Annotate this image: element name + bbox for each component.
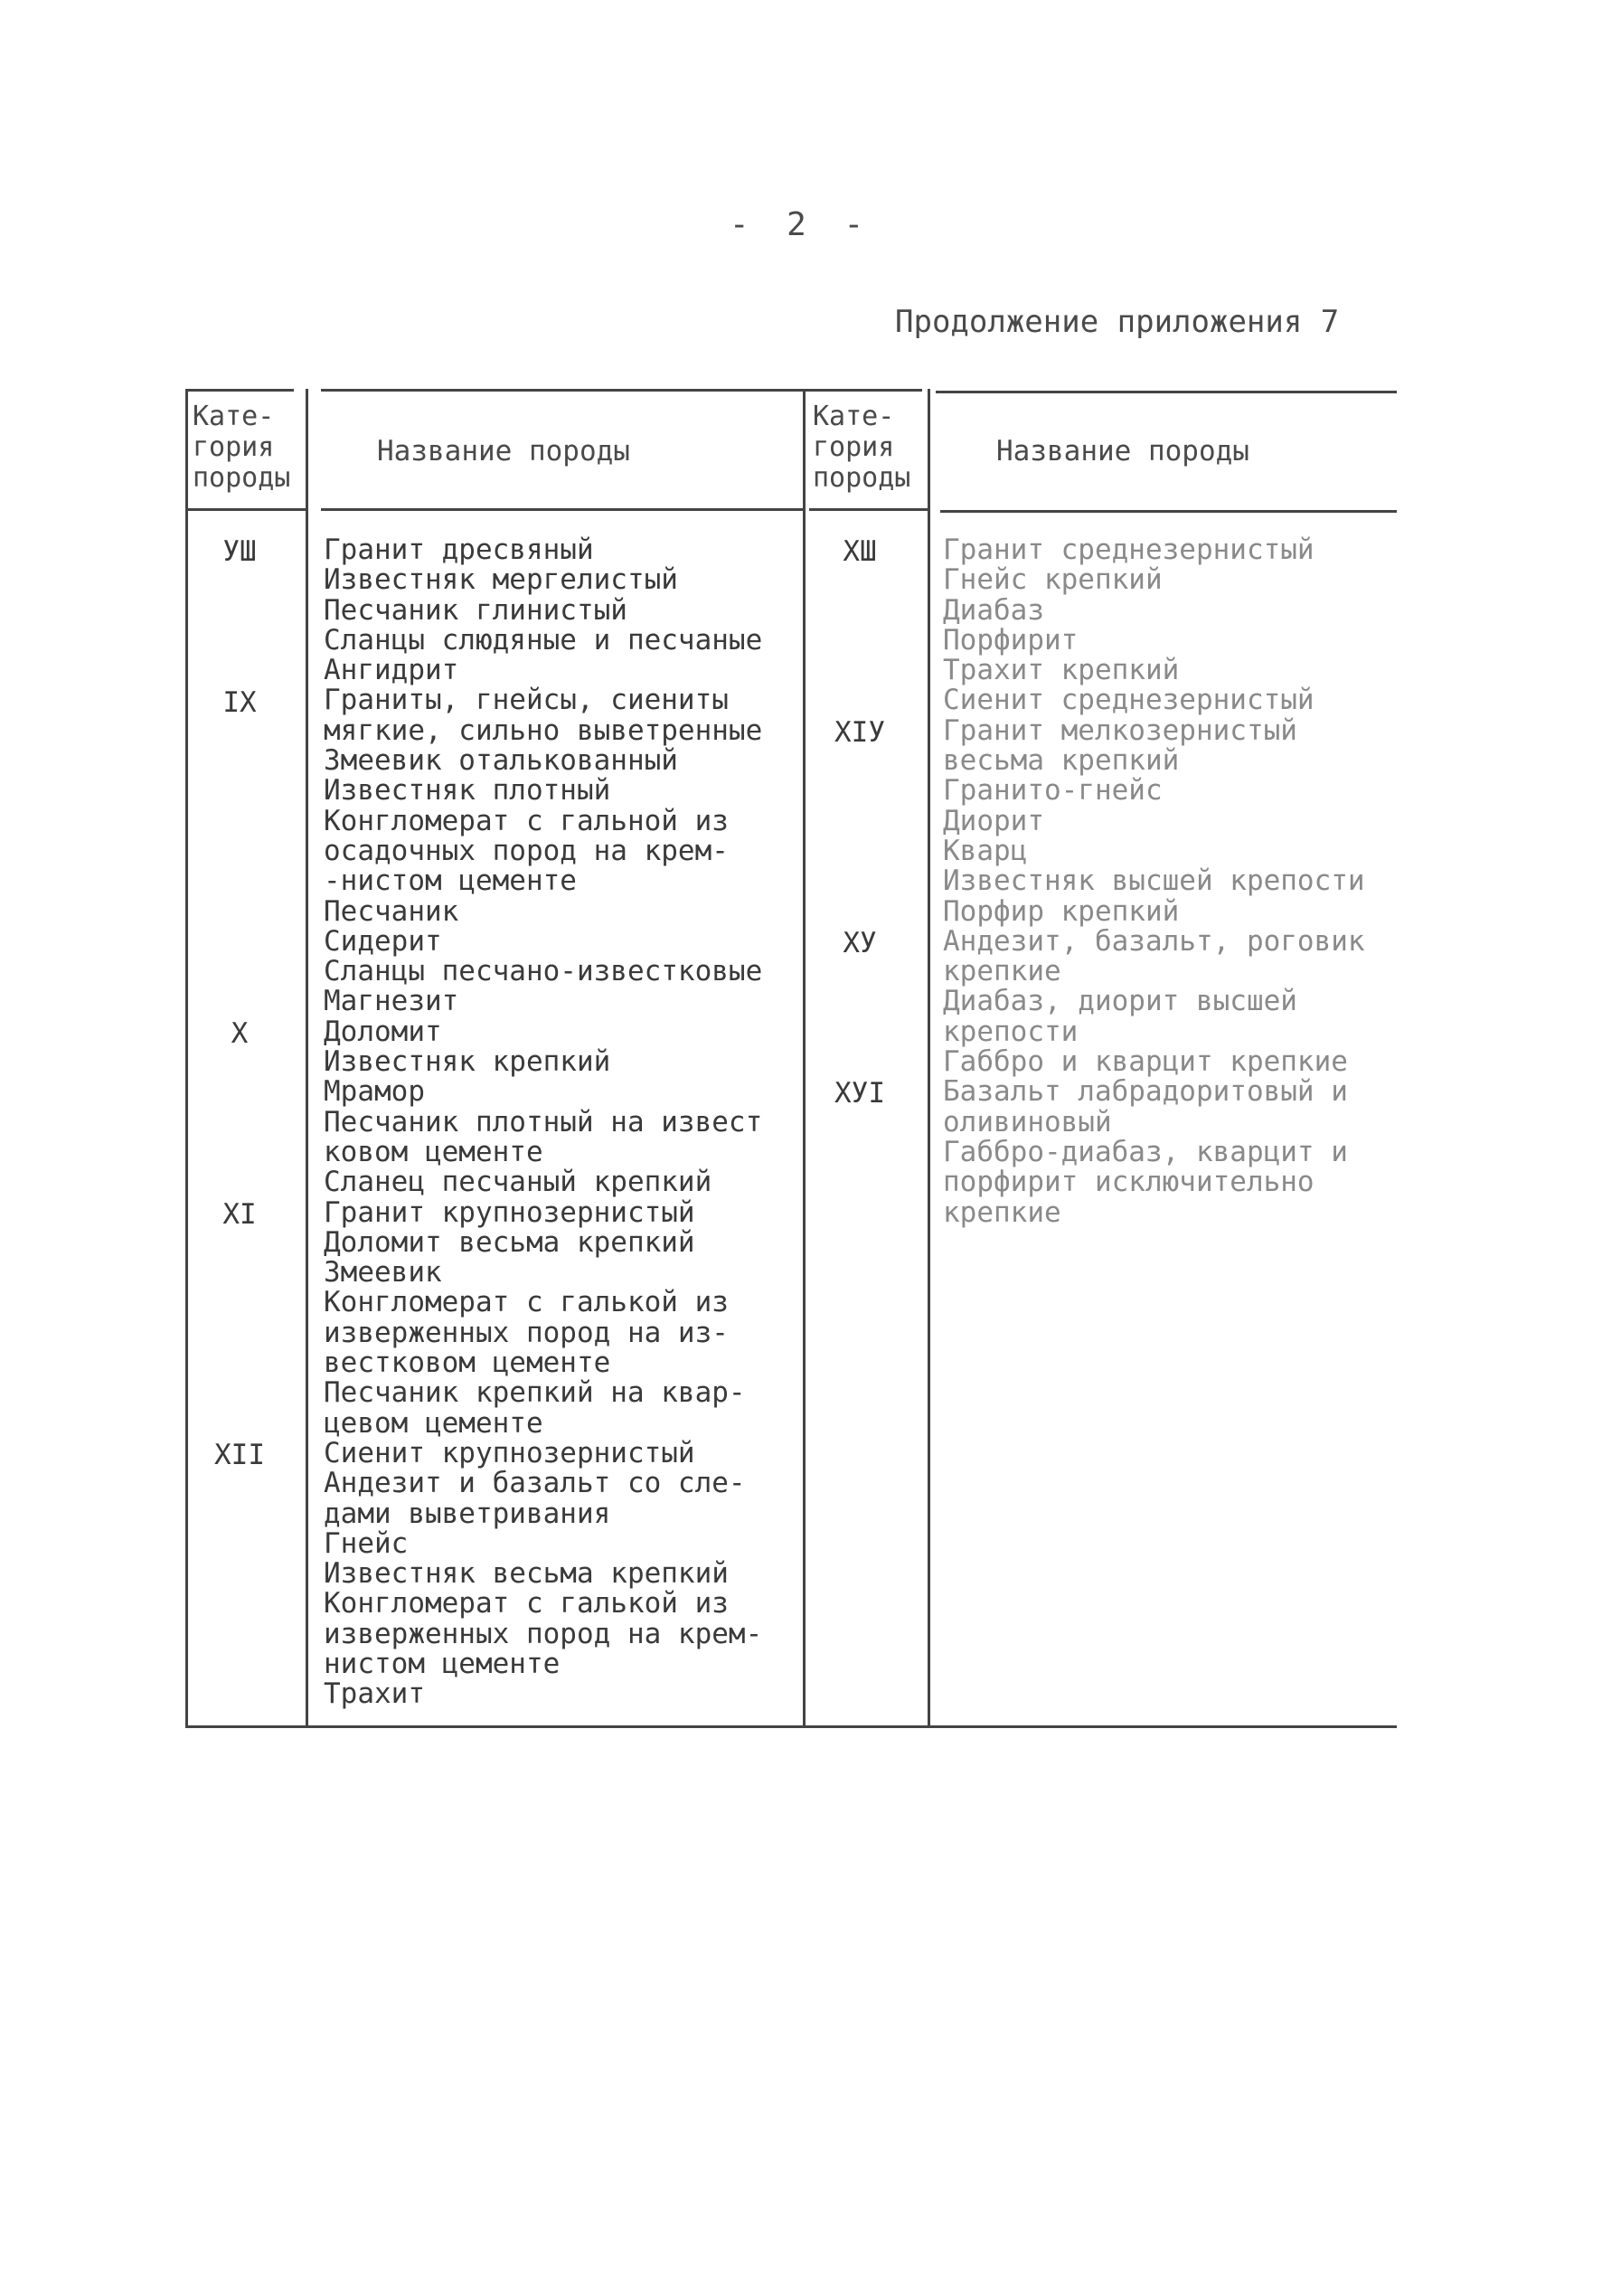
rock-name-line: крепкие <box>943 955 1061 988</box>
rock-name-line: -нистом цементе <box>324 865 577 898</box>
rock-name-line: Песчаник глинистый <box>324 593 627 627</box>
category-label: XI <box>222 1197 257 1231</box>
header-top-rule-1 <box>185 389 294 392</box>
table-bottom-rule <box>185 1725 1397 1728</box>
rock-name-line: Гранит среднезернистый <box>943 534 1315 566</box>
rock-name-line: Конгломерат с галькой из <box>324 1587 729 1620</box>
rock-name-line: Змеевик <box>324 1256 442 1290</box>
category-label: IX <box>222 685 257 719</box>
rock-name-line: нистом цементе <box>324 1647 561 1680</box>
rock-name-line: Андезит, базальт, роговик <box>943 924 1365 958</box>
header-bottom-rule-4 <box>940 510 1397 513</box>
rock-name-line: Конгломерат с галькой из <box>324 1286 729 1319</box>
rock-name-line: мягкие, сильно выветренные <box>324 713 763 747</box>
rock-name-line: крепкие <box>943 1195 1061 1229</box>
header-top-rule-4 <box>936 391 1397 393</box>
rock-name-line: цевом цементе <box>324 1406 543 1440</box>
column-divider-1 <box>306 389 308 1727</box>
rock-name-line: Базальт лабрадоритовый и <box>943 1075 1348 1109</box>
rock-name-line: Мрамор <box>324 1075 425 1109</box>
rock-name-line: изверженных пород на из- <box>324 1316 729 1349</box>
rock-name-line: порфирит исключительно <box>943 1166 1315 1199</box>
rock-name-line: Змеевик отальковaнный <box>324 744 678 778</box>
rock-name-line: Габбро и кварцит крепкие <box>943 1045 1348 1079</box>
rock-name-line: Песчаник плотный на извест <box>324 1105 763 1139</box>
right-rock-names <box>943 535 1365 1228</box>
rock-name-line: Гнейс <box>324 1526 409 1560</box>
rock-name-line: Сиенит среднезернистый <box>943 684 1315 717</box>
rock-name-line: Сланцы слюдяные и песчаные <box>324 623 763 657</box>
rock-name-line: Диабаз <box>943 593 1044 627</box>
rock-name-line: Сланцы песчано-известковые <box>324 955 763 988</box>
rock-name-line: Граниты, гнейсы, сиениты <box>324 684 729 717</box>
category-label: ХIУ <box>834 715 885 749</box>
rock-name-line: весьма крепкий <box>943 744 1180 778</box>
rock-name-line: Трахит крепкий <box>943 654 1180 687</box>
rock-name-line: вестковом цементе <box>324 1346 611 1380</box>
rock-name-line: Доломит весьма крепкий <box>324 1225 695 1259</box>
table-border-left <box>185 389 188 1727</box>
rock-name-line: осадочных пород на крем- <box>324 834 729 867</box>
rock-name-line: Кварц <box>943 834 1028 867</box>
rock-name-line: Гранито-гнейс <box>943 774 1163 808</box>
category-label: УШ <box>222 535 257 568</box>
header-name-left: Название породы <box>377 435 630 468</box>
rock-name-line: Диабаз, диорит высшей <box>943 985 1297 1018</box>
header-top-rule-2 <box>321 389 809 392</box>
header-name-right: Название породы <box>996 435 1249 468</box>
rock-name-line: Доломит <box>324 1015 442 1048</box>
header-bottom-rule-3 <box>809 508 928 511</box>
rock-name-line: Известняк плотный <box>324 774 611 808</box>
header-bottom-rule-2 <box>321 508 803 511</box>
rock-name-line: Сидерит <box>324 924 442 958</box>
category-label: ХУ <box>843 926 877 959</box>
header-category-left: Кате- гория породы <box>193 401 291 494</box>
rock-name-line: изверженных пород на крем- <box>324 1617 763 1650</box>
caption: Продолжение приложения 7 <box>895 304 1340 340</box>
rock-name-line: Песчаник <box>324 894 459 928</box>
rock-name-line: Гранит мелкозернистый <box>943 713 1297 747</box>
rock-name-line: Андезит и базальт со сле- <box>324 1467 746 1500</box>
category-label: XII <box>214 1439 265 1471</box>
category-label: ХУI <box>834 1077 885 1110</box>
rock-name-line: Сланец песчаный крепкий <box>324 1166 712 1199</box>
rock-name-line: Известняк весьма крепкий <box>324 1557 729 1591</box>
header-bottom-rule-1 <box>185 508 306 511</box>
rock-name-line: крепости <box>943 1015 1079 1048</box>
rock-name-line: Песчаник крепкий на квар- <box>324 1376 746 1410</box>
rock-name-line: Ангидрит <box>324 654 459 687</box>
category-label: ХШ <box>843 535 877 568</box>
rock-name-line: Известняк крепкий <box>324 1045 611 1079</box>
rock-name-line: Гнейс крепкий <box>943 563 1163 597</box>
rock-name-line: дами выветривания <box>324 1497 611 1530</box>
rock-name-line: Известняк мергелистый <box>324 563 678 597</box>
rock-name-line: Гранит дресвяный <box>324 534 594 566</box>
header-category-right: Кате- гория породы <box>813 401 911 494</box>
column-divider-2 <box>803 389 806 1727</box>
rock-name-line: ковом цементе <box>324 1135 543 1168</box>
rock-name-line: Магнезит <box>324 985 459 1018</box>
rock-name-line: Известняк высшей крепости <box>943 865 1365 898</box>
rock-name-line: Диорит <box>943 804 1044 837</box>
rock-name-line: Гранит крупнозернистый <box>324 1195 695 1229</box>
rock-name-line: Габбро-диабаз, кварцит и <box>943 1135 1348 1168</box>
column-divider-3 <box>928 389 930 1727</box>
rock-name-line: Трахит <box>324 1677 425 1711</box>
rock-name-line: Сиенит крупнозернистый <box>324 1436 695 1469</box>
left-rock-names <box>324 535 762 1710</box>
page-number: - 2 - <box>729 206 873 243</box>
rock-name-line: Порфирит <box>943 623 1079 657</box>
rock-name-line: Конгломерат с гальной из <box>324 804 729 837</box>
header-top-rule-3 <box>809 389 922 392</box>
rock-name-line: Порфир крепкий <box>943 894 1180 928</box>
rock-name-line: оливиновый <box>943 1105 1112 1139</box>
category-label: X <box>231 1016 249 1050</box>
